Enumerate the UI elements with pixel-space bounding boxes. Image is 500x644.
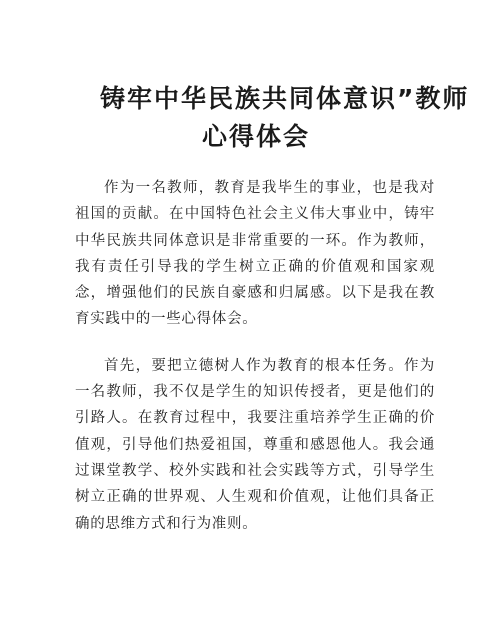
document-body — [75, 175, 435, 557]
paragraph-1: 作为一名教师，教育是我毕生的事业，也是我对祖国的贡献。在中国特色社会主义伟大事业中，铸牢中华民族共同体意识是非常重要的一环。作为教师，我有责任引导我的学生树立正确的价值观和国家观念，增强他们的民族自豪感和归属感。以下是我在教育实践中的一些心得体会。 — [75, 180, 435, 328]
title-line-1: 铸牢中华民族共同体意识”教师 — [100, 84, 470, 113]
paragraph-2: 首先，要把立德树人作为教育的根本任务。作为一名教师，我不仅是学生的知识传授者，更是他们的引路人。在教育过程中，我要注重培养学生正确的价值观，引导他们热爱祖国，尊重和感恩他人。我会通过课堂教学、校外实践和社会实践等方式，引导学生树立正确的世界观、人生观和价值观，让他们具备正确的思维方式和行为准则。 — [75, 357, 435, 532]
title-line-2: 心得体会 — [202, 122, 311, 151]
